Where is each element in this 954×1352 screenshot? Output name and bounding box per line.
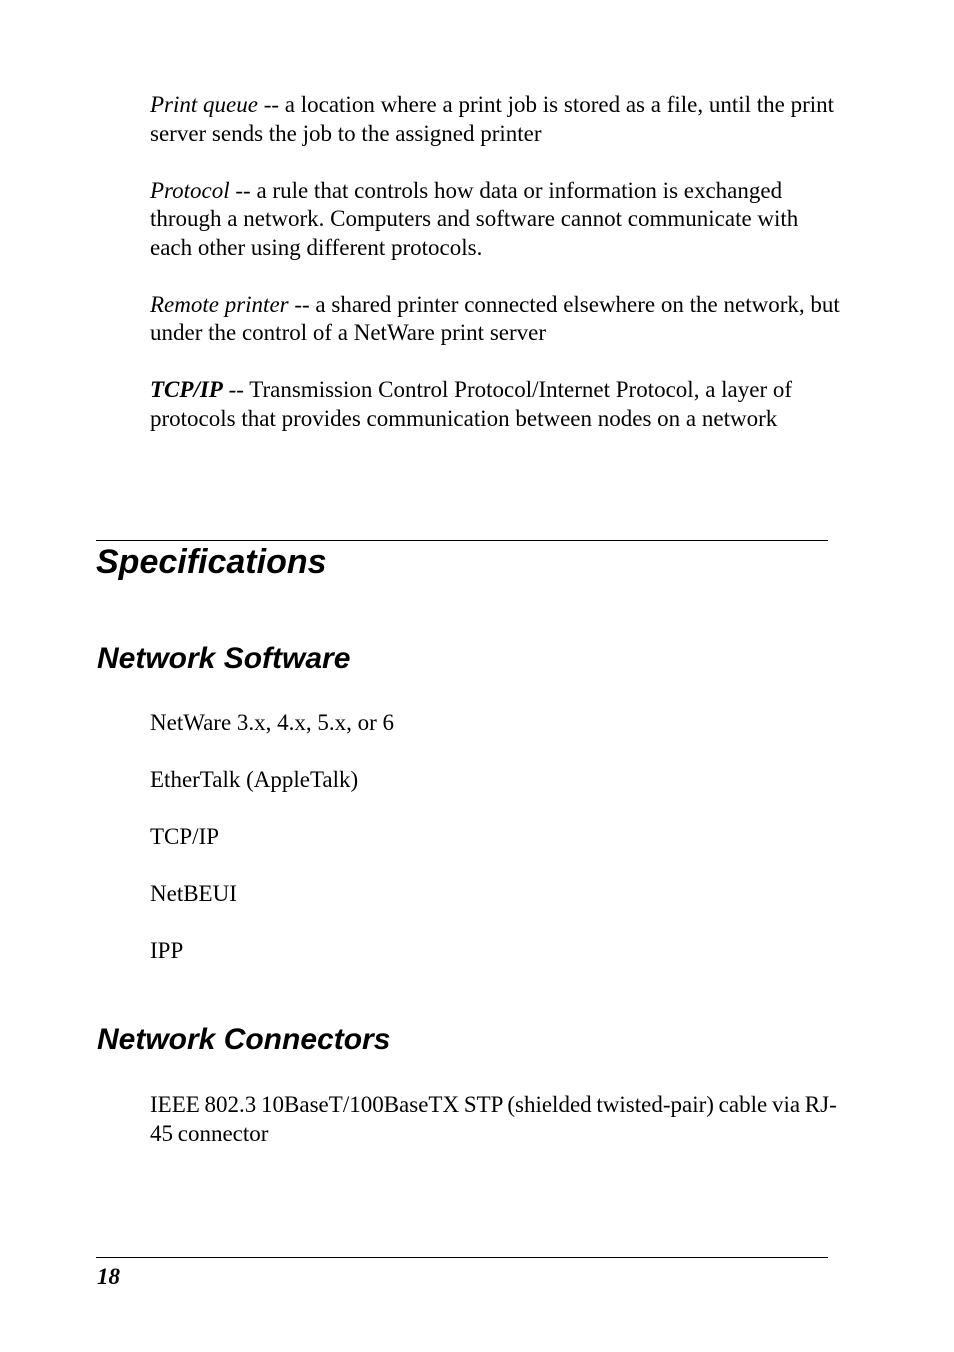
glossary-definition: -- a location where a print job is stored as a file, until the print server sends the job to the assigned printer (150, 92, 835, 146)
glossary-definition: -- a rule that controls how data or information is exchanged through a network. Computers and software cannot communicate with each other using different protocols. (150, 177, 799, 260)
network-software-list (150, 709, 394, 994)
footer-divider (96, 1257, 828, 1258)
glossary-term: Remote printer (150, 291, 289, 317)
glossary-definition: -- a shared printer connected elsewhere on the network, but under the control of a NetWare print server (150, 291, 840, 345)
list-item: IPP (150, 938, 184, 963)
glossary (150, 91, 840, 462)
glossary-entry-remote-printer (150, 291, 840, 348)
glossary-term: Protocol (150, 177, 230, 203)
network-connectors-text: IEEE 802.3 10BaseT/100BaseTX STP (shielded twisted-pair) cable via RJ-45 connector (150, 1092, 837, 1146)
network-connectors-heading: Network Connectors (97, 1023, 391, 1056)
list-item: NetBEUI (150, 881, 237, 906)
glossary-entry-tcp-ip (150, 376, 840, 433)
glossary-entry-print-queue (150, 91, 840, 148)
list-item: TCP/IP (150, 824, 220, 849)
list-item: EtherTalk (AppleTalk) (150, 767, 359, 792)
glossary-term: Print queue (150, 92, 258, 117)
section-title: Specifications (96, 543, 327, 581)
list-item: NetWare 3.x, 4.x, 5.x, or 6 (150, 710, 395, 735)
glossary-entry-protocol (150, 177, 840, 263)
glossary-term: TCP/IP (150, 377, 223, 402)
glossary-definition: -- Transmission Control Protocol/Internet Protocol, a layer of protocols that provides communication between nodes on a network (150, 377, 793, 431)
network-software-heading: Network Software (97, 642, 351, 675)
page-number: 18 (97, 1264, 120, 1289)
